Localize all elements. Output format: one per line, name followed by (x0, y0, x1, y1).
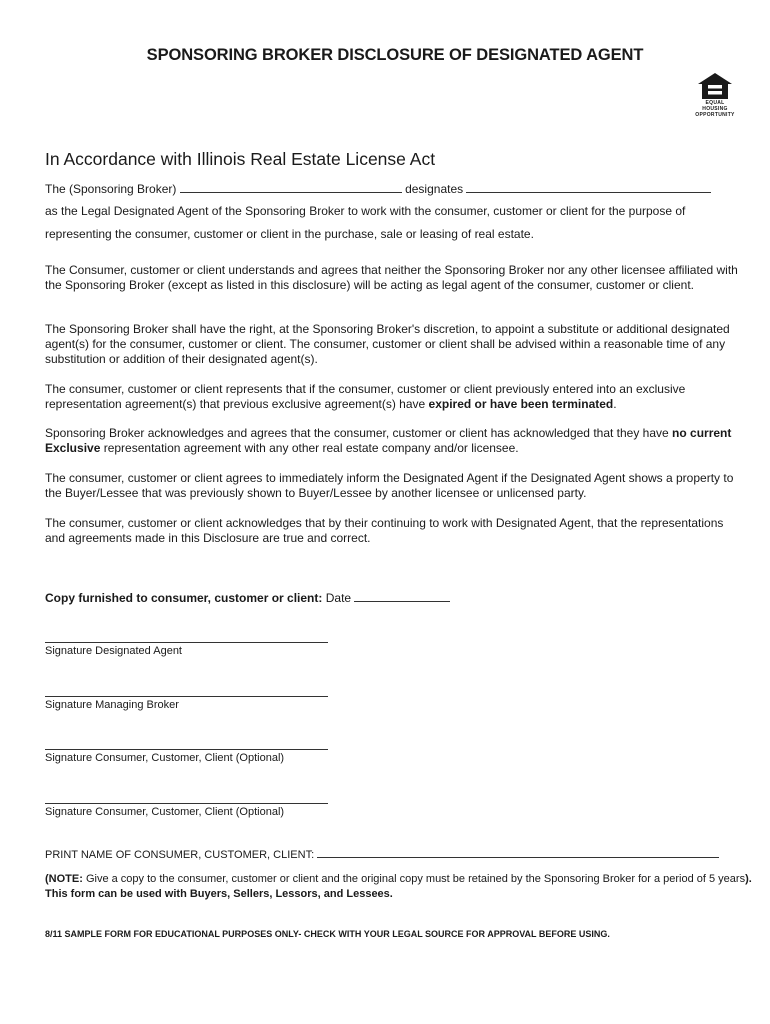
designated-agent-field[interactable] (466, 181, 711, 193)
note-paragraph (45, 872, 755, 902)
consumer-1-signature-label: Signature Consumer, Customer, Client (Optional) (45, 752, 285, 764)
print-name-line (45, 846, 719, 861)
consumer-2-signature-label: Signature Consumer, Customer, Client (Optional) (45, 806, 285, 818)
document-title: SPONSORING BROKER DISCLOSURE OF DESIGNATED AGENT (146, 46, 644, 64)
designated-agent-signature-line[interactable] (45, 642, 328, 643)
date-field[interactable] (354, 590, 450, 602)
logo-caption-line2: OPPORTUNITY (695, 112, 735, 118)
footer-disclaimer: 8/11 SAMPLE FORM FOR EDUCATIONAL PURPOSES ONLY- CHECK WITH YOUR LEGAL SOURCE FOR APPROVAL BEFORE USING. (45, 929, 610, 939)
print-name-field[interactable] (317, 846, 719, 858)
logo-caption-line1: EQUAL HOUSING (702, 100, 728, 112)
broker-designation-line (45, 181, 711, 196)
paragraph-2: The Sponsoring Broker shall have the right, at the Sponsoring Broker's discretion, to appoint a substitute or additional designated agent(s) for the consumer, customer or client. The consumer, customer or client shall be advised within a reasonable time of any substitution or addition of their designated agent(s). (45, 322, 730, 366)
print-name-label: PRINT NAME OF CONSUMER, CUSTOMER, CLIENT: (45, 849, 315, 861)
equal-housing-icon (697, 72, 733, 100)
copy-furnished-line (45, 590, 450, 605)
intro-line-3: representing the consumer, customer or client in the purchase, sale or leasing of real estate. (45, 227, 534, 241)
paragraph-1: The Consumer, customer or client understands and agrees that neither the Sponsoring Broker nor any other licensee affiliated with the Sponsoring Broker (except as listed in this disclosure) will be acting as legal agent of the consumer, customer or client. (45, 263, 738, 292)
note-prefix: (NOTE: (45, 873, 83, 885)
paragraph-4-end: representation agreement with any other real estate company and/or licensee. (100, 441, 519, 455)
paragraph-3-end: . (613, 397, 617, 411)
designates-text: designates (405, 182, 464, 196)
note-bold-tail: ). This form can be used with Buyers, Sellers, Lessors, and Lessees. (45, 873, 752, 900)
broker-prefix: The (Sponsoring Broker) (45, 182, 177, 196)
paragraph-3 (45, 382, 745, 412)
paragraph-4-bold: no current Exclusive (45, 426, 732, 455)
managing-broker-signature-line[interactable] (45, 696, 328, 697)
consumer-1-signature-line[interactable] (45, 749, 328, 750)
document-subtitle: In Accordance with Illinois Real Estate License Act (45, 149, 436, 169)
managing-broker-signature-label: Signature Managing Broker (45, 699, 179, 711)
paragraph-3-bold: expired or have been terminated (428, 397, 614, 411)
date-label: Date (322, 591, 352, 605)
sponsoring-broker-field[interactable] (180, 181, 402, 193)
copy-furnished-label: Copy furnished to consumer, customer or client: (45, 591, 323, 605)
paragraph-6: The consumer, customer or client acknowledges that by their continuing to work with Designated Agent, that the representations and agreements made in this Disclosure are true and correct. (45, 516, 724, 545)
intro-line-2: as the Legal Designated Agent of the Sponsoring Broker to work with the consumer, customer or client for the purpose of (45, 204, 686, 218)
equal-housing-logo (695, 72, 735, 118)
paragraph-4-text: Sponsoring Broker acknowledges and agrees that the consumer, customer or client has acknowledged that they have (45, 426, 673, 440)
note-text: Give a copy to the consumer, customer or client and the original copy must be retained by the Sponsoring Broker for a period of 5 years (82, 873, 746, 885)
paragraph-4 (45, 426, 745, 456)
paragraph-5: The consumer, customer or client agrees to immediately inform the Designated Agent if the Designated Agent shows a property to the Buyer/Lessee that was previously shown to Buyer/Lessee by another licensee or unlicensed party. (45, 471, 734, 500)
consumer-2-signature-line[interactable] (45, 803, 328, 804)
paragraph-3-text: The consumer, customer or client represents that if the consumer, customer or client previously entered into an exclusive representation agreement(s) that previous exclusive agreement(s) have (45, 382, 686, 411)
designated-agent-signature-label: Signature Designated Agent (45, 645, 182, 657)
